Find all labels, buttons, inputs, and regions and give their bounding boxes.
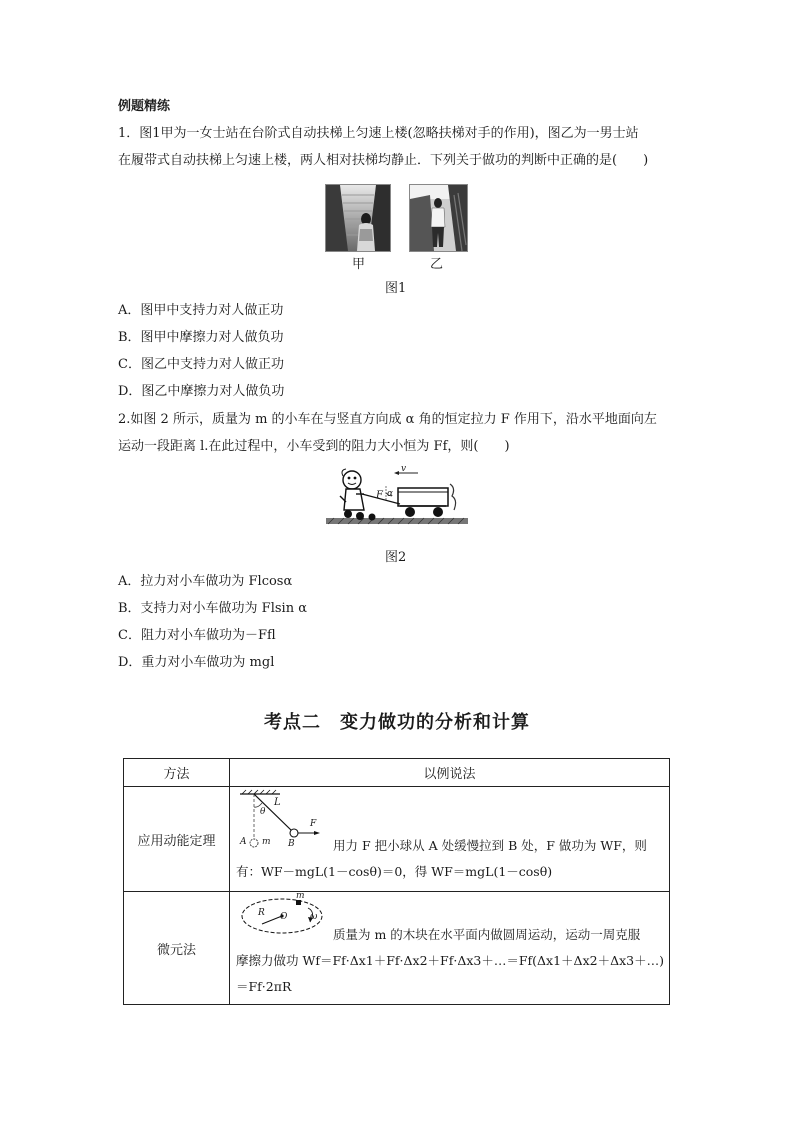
q1-option-d: D．图乙中摩擦力对人做负功 (118, 384, 285, 399)
pendulum-label-L: L (274, 797, 281, 808)
q2-option-a: A．拉力对小车做功为 Flcosα (118, 574, 293, 589)
fig2-label-F: F (376, 490, 383, 501)
q2-option-d: D．重力对小车做功为 mgl (118, 655, 275, 670)
example-cell-pendulum (230, 787, 670, 892)
pendulum-label-m: m (262, 837, 271, 847)
circle-label-m: m (296, 891, 305, 901)
pendulum-label-B: B (288, 839, 295, 849)
kinetic-desc-line2: 有：WF－mgL(1－cosθ)＝0，得 WF＝mgL(1－cosθ) (236, 864, 553, 879)
kinetic-desc-line1: 用力 F 把小球从 A 处缓慢拉到 B 处，F 做功为 WF，则 (333, 838, 647, 853)
q2-option-c: C．阻力对小车做功为－Ffl (118, 628, 276, 643)
q2-text-line1: 2.如图 2 所示，质量为 m 的小车在与竖直方向成 α 角的恒定拉力 F 作用下，沿水平地面向左 (118, 412, 657, 427)
q1-option-a: A．图甲中支持力对人做正功 (118, 303, 284, 318)
section-label: 例题精练 (118, 99, 171, 114)
header-method: 方法 (124, 759, 230, 787)
escalator-photo-jia (325, 184, 391, 252)
table-header-row (124, 759, 670, 787)
pendulum-label-F: F (310, 819, 317, 829)
figure-1-caption: 图1 (385, 281, 407, 296)
section-heading: 考点二 变力做功的分析和计算 (264, 712, 530, 733)
pendulum-diagram (236, 789, 336, 855)
micro-desc-line3: ＝Ff·2πR (236, 979, 292, 994)
fig2-label-alpha: α (387, 489, 394, 499)
table-row (124, 787, 670, 892)
label-yi: 乙 (430, 257, 444, 272)
circle-label-R: R (258, 908, 265, 918)
table-row (124, 892, 670, 1005)
fig2-label-v: v (401, 464, 407, 474)
label-jia: 甲 (352, 257, 366, 272)
method-kinetic-theorem: 应用动能定理 (124, 787, 230, 892)
micro-desc-line2: 摩擦力做功 Wf＝Ff·Δx1＋Ff·Δx2＋Ff·Δx3＋…＝Ff(Δx1＋Δx2＋Δx3＋…) (236, 953, 664, 968)
method-micro-element: 微元法 (124, 892, 230, 1005)
methods-table (123, 758, 670, 1005)
circle-label-O: O (280, 912, 288, 922)
pendulum-label-A: A (240, 837, 247, 847)
q2-text-line2: 运动一段距离 l.在此过程中，小车受到的阻力大小恒为 Ff，则( ) (118, 439, 510, 454)
escalator-photo-yi (409, 184, 468, 252)
q1-option-c: C．图乙中支持力对人做正功 (118, 357, 284, 372)
micro-desc-line1: 质量为 m 的木块在水平面内做圆周运动，运动一周克服 (333, 927, 641, 942)
pendulum-label-theta: θ (260, 807, 266, 817)
cart-pulling-figure (326, 466, 468, 536)
header-example: 以例说法 (230, 759, 670, 787)
figure-2-caption: 图2 (385, 550, 407, 565)
circle-label-omega: ω (310, 912, 318, 922)
example-cell-circular (230, 892, 670, 1005)
q1-text-line2: 在履带式自动扶梯上匀速上楼，两人相对扶梯均静止．下列关于做功的判断中正确的是( ) (118, 153, 649, 168)
q1-option-b: B．图甲中摩擦力对人做负功 (118, 330, 284, 345)
q2-option-b: B．支持力对小车做功为 Flsin α (118, 601, 307, 616)
q1-text-line1: 1．图1甲为一女士站在台阶式自动扶梯上匀速上楼(忽略扶梯对手的作用)，图乙为一男士站 (118, 126, 639, 141)
